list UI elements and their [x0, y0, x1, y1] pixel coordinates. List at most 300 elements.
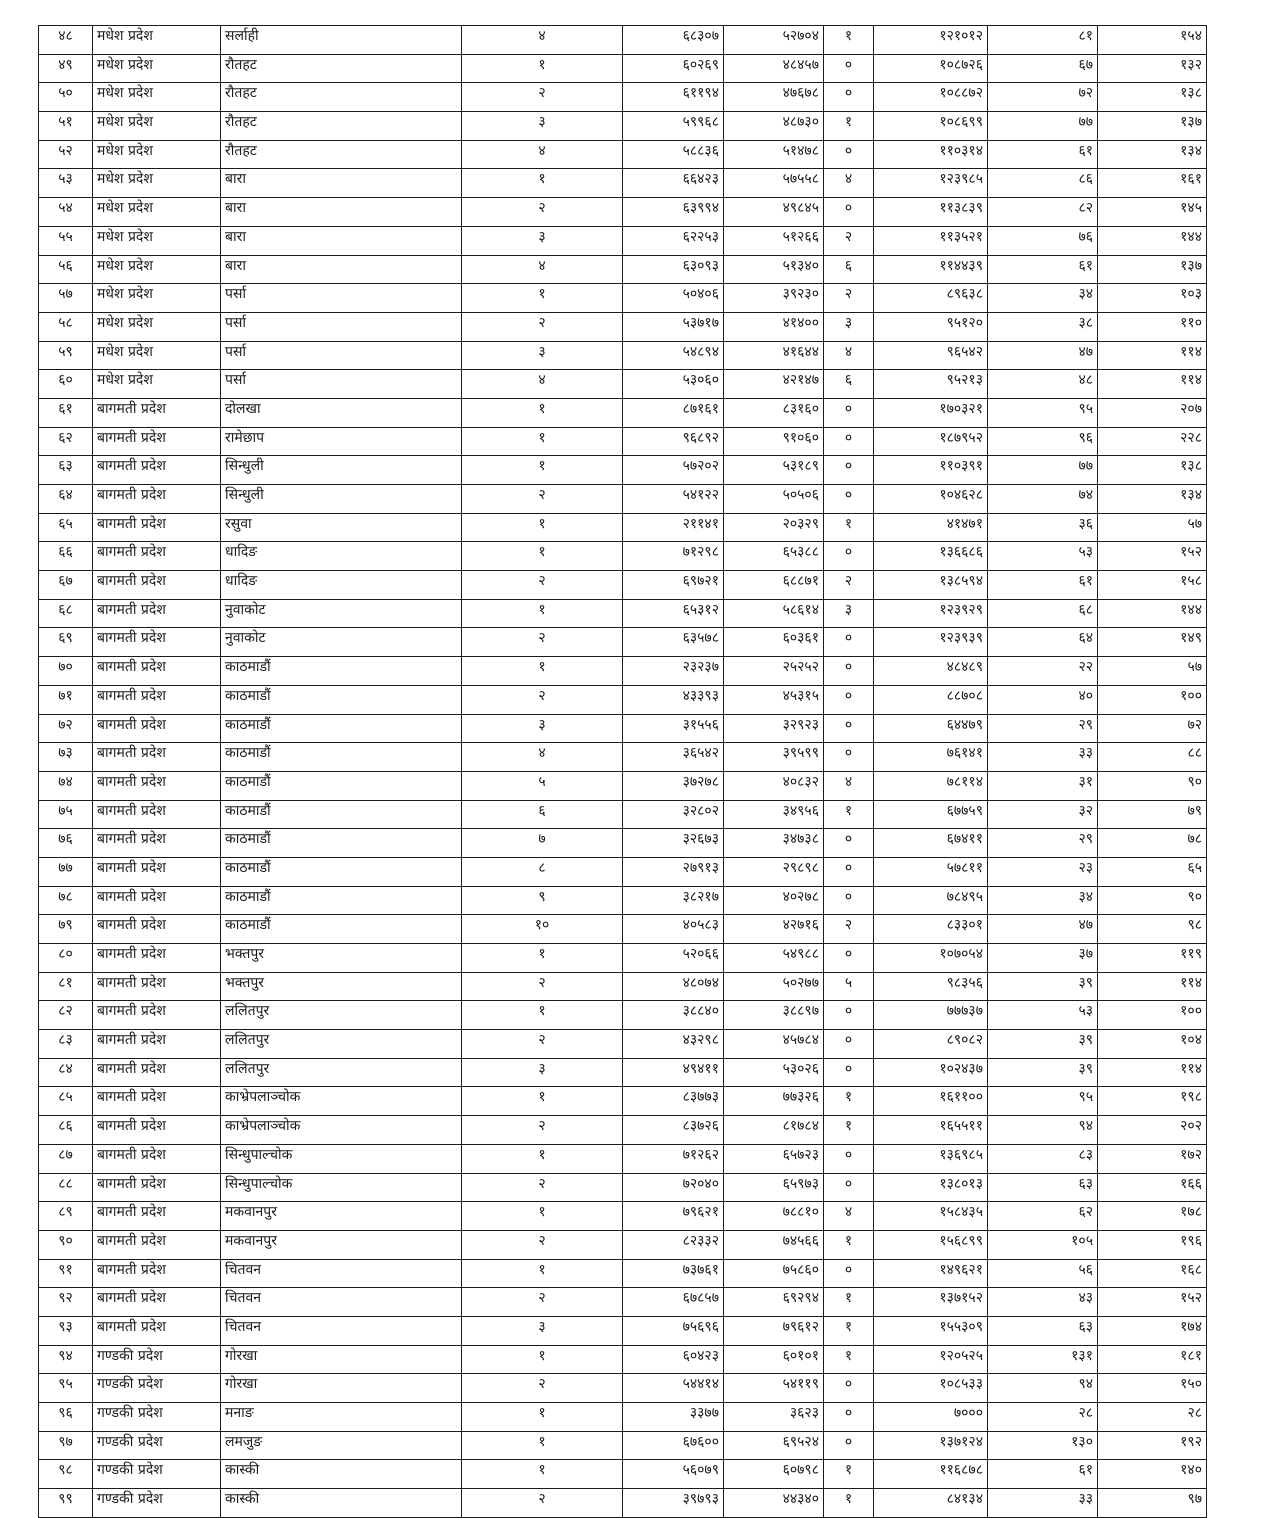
- table-row: [39, 54, 1207, 83]
- serial-number-cell: ९६: [39, 1403, 93, 1432]
- value-cell-d: ९६: [988, 427, 1098, 456]
- district-cell: सिन्धुली: [221, 456, 462, 485]
- province-cell: बागमती प्रदेश: [93, 456, 221, 485]
- value-cell-e: १७८: [1098, 1202, 1207, 1231]
- constituency-number-cell: १: [462, 169, 623, 198]
- value-cell-d: २८: [988, 1403, 1098, 1432]
- value-cell-e: ११९: [1098, 944, 1207, 973]
- total-cell: १२३९२९: [874, 599, 988, 628]
- district-cell: भक्तपुर: [221, 944, 462, 973]
- results-table: [38, 25, 1207, 1518]
- district-cell: पर्सा: [221, 284, 462, 313]
- value-cell-d: ३१: [988, 771, 1098, 800]
- serial-number-cell: ८७: [39, 1144, 93, 1173]
- value-cell-b: ४७६७८: [724, 83, 824, 112]
- province-cell: बागमती प्रदेश: [93, 398, 221, 427]
- constituency-number-cell: १: [462, 1087, 623, 1116]
- province-cell: बागमती प्रदेश: [93, 857, 221, 886]
- total-cell: ८४१३४: [874, 1489, 988, 1518]
- value-cell-d: १३१: [988, 1345, 1098, 1374]
- total-cell: ६७४११: [874, 829, 988, 858]
- table-row: [39, 1431, 1207, 1460]
- value-cell-c: २: [824, 915, 874, 944]
- constituency-number-cell: १०: [462, 915, 623, 944]
- province-cell: बागमती प्रदेश: [93, 1316, 221, 1345]
- value-cell-e: १३८: [1098, 83, 1207, 112]
- value-cell-c: ५: [824, 972, 874, 1001]
- value-cell-c: ०: [824, 1058, 874, 1087]
- value-cell-c: ०: [824, 427, 874, 456]
- value-cell-c: ६: [824, 255, 874, 284]
- value-cell-b: ४१४००: [724, 312, 824, 341]
- value-cell-a: ५३७१७: [623, 312, 724, 341]
- serial-number-cell: ६४: [39, 485, 93, 514]
- value-cell-c: ०: [824, 628, 874, 657]
- total-cell: १३८५९४: [874, 571, 988, 600]
- value-cell-a: २३२३७: [623, 657, 724, 686]
- value-cell-a: ४०५८३: [623, 915, 724, 944]
- total-cell: १३६६८६: [874, 542, 988, 571]
- value-cell-c: २: [824, 571, 874, 600]
- value-cell-d: ८१: [988, 26, 1098, 55]
- table-row: [39, 1001, 1207, 1030]
- total-cell: ११०३१४: [874, 140, 988, 169]
- table-row: [39, 1489, 1207, 1518]
- value-cell-d: ३९: [988, 1030, 1098, 1059]
- constituency-number-cell: २: [462, 685, 623, 714]
- value-cell-b: ४०८३२: [724, 771, 824, 800]
- value-cell-b: ७९६१२: [724, 1316, 824, 1345]
- district-cell: कास्की: [221, 1460, 462, 1489]
- value-cell-b: ७७३२६: [724, 1087, 824, 1116]
- total-cell: १७०३२१: [874, 398, 988, 427]
- value-cell-d: ७७: [988, 112, 1098, 141]
- serial-number-cell: ७०: [39, 657, 93, 686]
- value-cell-b: ६५७२३: [724, 1144, 824, 1173]
- value-cell-c: ०: [824, 1173, 874, 1202]
- province-cell: बागमती प्रदेश: [93, 743, 221, 772]
- value-cell-e: १३२: [1098, 54, 1207, 83]
- serial-number-cell: ९८: [39, 1460, 93, 1489]
- value-cell-e: ६५: [1098, 857, 1207, 886]
- serial-number-cell: ९२: [39, 1288, 93, 1317]
- constituency-number-cell: १: [462, 599, 623, 628]
- total-cell: ७६१४१: [874, 743, 988, 772]
- value-cell-b: ४५३१५: [724, 685, 824, 714]
- value-cell-b: ५१४७८: [724, 140, 824, 169]
- serial-number-cell: ८३: [39, 1030, 93, 1059]
- value-cell-a: ३७२७८: [623, 771, 724, 800]
- district-cell: मकवानपुर: [221, 1230, 462, 1259]
- value-cell-a: ४३३९३: [623, 685, 724, 714]
- constituency-number-cell: १: [462, 1144, 623, 1173]
- total-cell: ९५१२०: [874, 312, 988, 341]
- value-cell-e: ९०: [1098, 886, 1207, 915]
- value-cell-e: २०२: [1098, 1116, 1207, 1145]
- value-cell-a: ६३९९४: [623, 198, 724, 227]
- value-cell-d: ५३: [988, 542, 1098, 571]
- value-cell-d: ६१: [988, 140, 1098, 169]
- table-row: [39, 972, 1207, 1001]
- value-cell-b: ९१०६०: [724, 427, 824, 456]
- value-cell-d: ४३: [988, 1288, 1098, 1317]
- province-cell: बागमती प्रदेश: [93, 829, 221, 858]
- value-cell-a: ५४८९४: [623, 341, 724, 370]
- district-cell: काभ्रेपलाञ्चोक: [221, 1116, 462, 1145]
- value-cell-b: ६८८७१: [724, 571, 824, 600]
- total-cell: ८९६३८: [874, 284, 988, 313]
- serial-number-cell: ८२: [39, 1001, 93, 1030]
- table-row: [39, 829, 1207, 858]
- district-cell: मनाङ: [221, 1403, 462, 1432]
- district-cell: भक्तपुर: [221, 972, 462, 1001]
- serial-number-cell: ६६: [39, 542, 93, 571]
- total-cell: १५८४३५: [874, 1202, 988, 1231]
- constituency-number-cell: ४: [462, 26, 623, 55]
- value-cell-c: ०: [824, 1144, 874, 1173]
- province-cell: बागमती प्रदेश: [93, 571, 221, 600]
- value-cell-b: ६५९७३: [724, 1173, 824, 1202]
- province-cell: बागमती प्रदेश: [93, 657, 221, 686]
- value-cell-e: १३८: [1098, 456, 1207, 485]
- value-cell-d: ६८: [988, 599, 1098, 628]
- total-cell: ११०३९१: [874, 456, 988, 485]
- table-row: [39, 312, 1207, 341]
- value-cell-d: ७२: [988, 83, 1098, 112]
- serial-number-cell: ६९: [39, 628, 93, 657]
- value-cell-e: १४९: [1098, 628, 1207, 657]
- value-cell-a: ५३०६०: [623, 370, 724, 399]
- value-cell-d: १३०: [988, 1431, 1098, 1460]
- province-cell: मधेश प्रदेश: [93, 83, 221, 112]
- value-cell-a: ३८२१७: [623, 886, 724, 915]
- constituency-number-cell: २: [462, 1173, 623, 1202]
- serial-number-cell: ६०: [39, 370, 93, 399]
- constituency-number-cell: २: [462, 1230, 623, 1259]
- total-cell: ८३३०१: [874, 915, 988, 944]
- province-cell: गण्डकी प्रदेश: [93, 1460, 221, 1489]
- total-cell: ११३८३९: [874, 198, 988, 227]
- value-cell-e: १९६: [1098, 1230, 1207, 1259]
- constituency-number-cell: २: [462, 972, 623, 1001]
- table-row: [39, 1030, 1207, 1059]
- serial-number-cell: ७२: [39, 714, 93, 743]
- value-cell-b: ५०२७७: [724, 972, 824, 1001]
- value-cell-c: १: [824, 1489, 874, 1518]
- value-cell-a: ६११९४: [623, 83, 724, 112]
- province-cell: बागमती प्रदेश: [93, 1259, 221, 1288]
- constituency-number-cell: ३: [462, 341, 623, 370]
- value-cell-e: ५७: [1098, 513, 1207, 542]
- value-cell-e: १८१: [1098, 1345, 1207, 1374]
- province-cell: मधेश प्रदेश: [93, 140, 221, 169]
- constituency-number-cell: २: [462, 571, 623, 600]
- constituency-number-cell: ३: [462, 1316, 623, 1345]
- table-row: [39, 685, 1207, 714]
- value-cell-e: १५२: [1098, 542, 1207, 571]
- table-row: [39, 427, 1207, 456]
- district-cell: काठमाडौं: [221, 685, 462, 714]
- value-cell-d: २२: [988, 657, 1098, 686]
- province-cell: बागमती प्रदेश: [93, 714, 221, 743]
- total-cell: १५६८९९: [874, 1230, 988, 1259]
- value-cell-e: ९७: [1098, 1489, 1207, 1518]
- value-cell-b: ५८६१४: [724, 599, 824, 628]
- province-cell: बागमती प्रदेश: [93, 542, 221, 571]
- value-cell-b: ५१२६६: [724, 226, 824, 255]
- total-cell: ११६८७८: [874, 1460, 988, 1489]
- serial-number-cell: ५२: [39, 140, 93, 169]
- value-cell-e: ९८: [1098, 915, 1207, 944]
- value-cell-a: ६५३१२: [623, 599, 724, 628]
- value-cell-c: ४: [824, 771, 874, 800]
- value-cell-c: ०: [824, 886, 874, 915]
- value-cell-b: ४२१४७: [724, 370, 824, 399]
- district-cell: काठमाडौं: [221, 857, 462, 886]
- province-cell: बागमती प्रदेश: [93, 485, 221, 514]
- value-cell-b: ३२९२३: [724, 714, 824, 743]
- total-cell: १३७१२४: [874, 1431, 988, 1460]
- value-cell-e: ७२: [1098, 714, 1207, 743]
- total-cell: ७०००: [874, 1403, 988, 1432]
- value-cell-d: ३३: [988, 1489, 1098, 1518]
- constituency-number-cell: २: [462, 485, 623, 514]
- constituency-number-cell: २: [462, 1116, 623, 1145]
- serial-number-cell: ९५: [39, 1374, 93, 1403]
- value-cell-e: १३४: [1098, 485, 1207, 514]
- value-cell-d: ४७: [988, 341, 1098, 370]
- value-cell-d: ३९: [988, 1058, 1098, 1087]
- value-cell-b: २५२५२: [724, 657, 824, 686]
- province-cell: गण्डकी प्रदेश: [93, 1345, 221, 1374]
- value-cell-c: १: [824, 800, 874, 829]
- value-cell-d: ६३: [988, 1173, 1098, 1202]
- district-cell: लमजुङ: [221, 1431, 462, 1460]
- total-cell: १६५५११: [874, 1116, 988, 1145]
- constituency-number-cell: ६: [462, 800, 623, 829]
- constituency-number-cell: १: [462, 398, 623, 427]
- value-cell-e: ७९: [1098, 800, 1207, 829]
- constituency-number-cell: ३: [462, 226, 623, 255]
- value-cell-a: ३२६७३: [623, 829, 724, 858]
- district-cell: सिन्धुली: [221, 485, 462, 514]
- constituency-number-cell: १: [462, 1460, 623, 1489]
- table-row: [39, 26, 1207, 55]
- table-row: [39, 743, 1207, 772]
- serial-number-cell: ५७: [39, 284, 93, 313]
- value-cell-c: १: [824, 1116, 874, 1145]
- value-cell-c: ०: [824, 140, 874, 169]
- value-cell-c: १: [824, 1316, 874, 1345]
- district-cell: सर्लाही: [221, 26, 462, 55]
- serial-number-cell: ६८: [39, 599, 93, 628]
- value-cell-c: ४: [824, 1202, 874, 1231]
- province-cell: बागमती प्रदेश: [93, 972, 221, 1001]
- value-cell-d: ४७: [988, 915, 1098, 944]
- value-cell-b: २९८९८: [724, 857, 824, 886]
- province-cell: बागमती प्रदेश: [93, 944, 221, 973]
- value-cell-b: ६०१०१: [724, 1345, 824, 1374]
- constituency-number-cell: ४: [462, 743, 623, 772]
- value-cell-e: १९८: [1098, 1087, 1207, 1116]
- value-cell-d: ३३: [988, 743, 1098, 772]
- value-cell-e: १००: [1098, 1001, 1207, 1030]
- table-row: [39, 657, 1207, 686]
- value-cell-e: १३४: [1098, 140, 1207, 169]
- province-cell: बागमती प्रदेश: [93, 685, 221, 714]
- total-cell: ९८३५६: [874, 972, 988, 1001]
- value-cell-c: ०: [824, 54, 874, 83]
- value-cell-e: १६८: [1098, 1259, 1207, 1288]
- value-cell-a: २११४१: [623, 513, 724, 542]
- value-cell-b: ६०३६१: [724, 628, 824, 657]
- province-cell: बागमती प्रदेश: [93, 1173, 221, 1202]
- district-cell: गोरखा: [221, 1374, 462, 1403]
- province-cell: मधेश प्रदेश: [93, 370, 221, 399]
- table-row: [39, 485, 1207, 514]
- constituency-number-cell: १: [462, 54, 623, 83]
- value-cell-a: ७९६२१: [623, 1202, 724, 1231]
- constituency-number-cell: १: [462, 1431, 623, 1460]
- value-cell-b: ५४११९: [724, 1374, 824, 1403]
- table-row: [39, 571, 1207, 600]
- value-cell-d: २९: [988, 829, 1098, 858]
- constituency-number-cell: १: [462, 1259, 623, 1288]
- value-cell-d: १०५: [988, 1230, 1098, 1259]
- serial-number-cell: ९४: [39, 1345, 93, 1374]
- total-cell: १०८८७२: [874, 83, 988, 112]
- serial-number-cell: ९९: [39, 1489, 93, 1518]
- value-cell-b: ४८४५७: [724, 54, 824, 83]
- table-row: [39, 857, 1207, 886]
- district-cell: ललितपुर: [221, 1030, 462, 1059]
- value-cell-b: ३८८९७: [724, 1001, 824, 1030]
- value-cell-d: ९५: [988, 398, 1098, 427]
- value-cell-c: ०: [824, 829, 874, 858]
- value-cell-d: ७४: [988, 485, 1098, 514]
- total-cell: ४८४८९: [874, 657, 988, 686]
- value-cell-e: १००: [1098, 685, 1207, 714]
- table-row: [39, 1259, 1207, 1288]
- district-cell: नुवाकोट: [221, 628, 462, 657]
- results-table-body: [39, 26, 1207, 1518]
- value-cell-b: ५२७०४: [724, 26, 824, 55]
- province-cell: मधेश प्रदेश: [93, 54, 221, 83]
- value-cell-a: ७३७६१: [623, 1259, 724, 1288]
- province-cell: बागमती प्रदेश: [93, 1058, 221, 1087]
- value-cell-e: १०४: [1098, 1030, 1207, 1059]
- district-cell: काठमाडौं: [221, 714, 462, 743]
- table-row: [39, 255, 1207, 284]
- table-row: [39, 398, 1207, 427]
- province-cell: गण्डकी प्रदेश: [93, 1431, 221, 1460]
- serial-number-cell: ६३: [39, 456, 93, 485]
- value-cell-c: ०: [824, 1374, 874, 1403]
- total-cell: १२०५२५: [874, 1345, 988, 1374]
- province-cell: बागमती प्रदेश: [93, 800, 221, 829]
- value-cell-c: ३: [824, 312, 874, 341]
- value-cell-c: ३: [824, 599, 874, 628]
- value-cell-a: ३२८०२: [623, 800, 724, 829]
- table-row: [39, 771, 1207, 800]
- total-cell: १३७१५२: [874, 1288, 988, 1317]
- value-cell-d: ५६: [988, 1259, 1098, 1288]
- value-cell-b: ५०५०६: [724, 485, 824, 514]
- constituency-number-cell: २: [462, 1030, 623, 1059]
- value-cell-c: ०: [824, 743, 874, 772]
- value-cell-c: ०: [824, 1001, 874, 1030]
- constituency-number-cell: २: [462, 1489, 623, 1518]
- table-row: [39, 1403, 1207, 1432]
- table-row: [39, 83, 1207, 112]
- province-cell: बागमती प्रदेश: [93, 513, 221, 542]
- value-cell-c: ०: [824, 685, 874, 714]
- constituency-number-cell: २: [462, 83, 623, 112]
- serial-number-cell: ७४: [39, 771, 93, 800]
- serial-number-cell: ९३: [39, 1316, 93, 1345]
- value-cell-b: ६०७९८: [724, 1460, 824, 1489]
- province-cell: बागमती प्रदेश: [93, 1087, 221, 1116]
- value-cell-b: ६९५२४: [724, 1431, 824, 1460]
- value-cell-e: १४०: [1098, 1460, 1207, 1489]
- value-cell-b: ४४३४०: [724, 1489, 824, 1518]
- value-cell-d: ९४: [988, 1116, 1098, 1145]
- value-cell-d: ३४: [988, 886, 1098, 915]
- value-cell-a: ६०२६९: [623, 54, 724, 83]
- constituency-number-cell: १: [462, 1403, 623, 1432]
- table-row: [39, 886, 1207, 915]
- value-cell-a: ५४४१४: [623, 1374, 724, 1403]
- district-cell: रौतहट: [221, 112, 462, 141]
- province-cell: मधेश प्रदेश: [93, 198, 221, 227]
- total-cell: १०८५३३: [874, 1374, 988, 1403]
- value-cell-c: ०: [824, 944, 874, 973]
- district-cell: कास्की: [221, 1489, 462, 1518]
- value-cell-e: ८८: [1098, 743, 1207, 772]
- constituency-number-cell: ४: [462, 255, 623, 284]
- constituency-number-cell: १: [462, 944, 623, 973]
- total-cell: १५५३०९: [874, 1316, 988, 1345]
- value-cell-b: ७५८६०: [724, 1259, 824, 1288]
- district-cell: ललितपुर: [221, 1001, 462, 1030]
- value-cell-e: ११४: [1098, 341, 1207, 370]
- value-cell-a: ५७२०२: [623, 456, 724, 485]
- value-cell-e: २२८: [1098, 427, 1207, 456]
- value-cell-a: ६३०९३: [623, 255, 724, 284]
- total-cell: ७८११४: [874, 771, 988, 800]
- value-cell-a: ५२०६६: [623, 944, 724, 973]
- province-cell: गण्डकी प्रदेश: [93, 1403, 221, 1432]
- value-cell-a: ३६५४२: [623, 743, 724, 772]
- district-cell: चितवन: [221, 1259, 462, 1288]
- constituency-number-cell: १: [462, 513, 623, 542]
- total-cell: १०२४३७: [874, 1058, 988, 1087]
- value-cell-e: ११०: [1098, 312, 1207, 341]
- constituency-number-cell: ४: [462, 370, 623, 399]
- value-cell-d: ८२: [988, 198, 1098, 227]
- value-cell-a: ३१५५६: [623, 714, 724, 743]
- value-cell-e: ९०: [1098, 771, 1207, 800]
- value-cell-e: १७२: [1098, 1144, 1207, 1173]
- serial-number-cell: ५०: [39, 83, 93, 112]
- value-cell-b: ५४९८८: [724, 944, 824, 973]
- value-cell-d: ३४: [988, 284, 1098, 313]
- serial-number-cell: ८८: [39, 1173, 93, 1202]
- district-cell: रौतहट: [221, 54, 462, 83]
- value-cell-a: ५४१२२: [623, 485, 724, 514]
- district-cell: दोलखा: [221, 398, 462, 427]
- value-cell-c: २: [824, 226, 874, 255]
